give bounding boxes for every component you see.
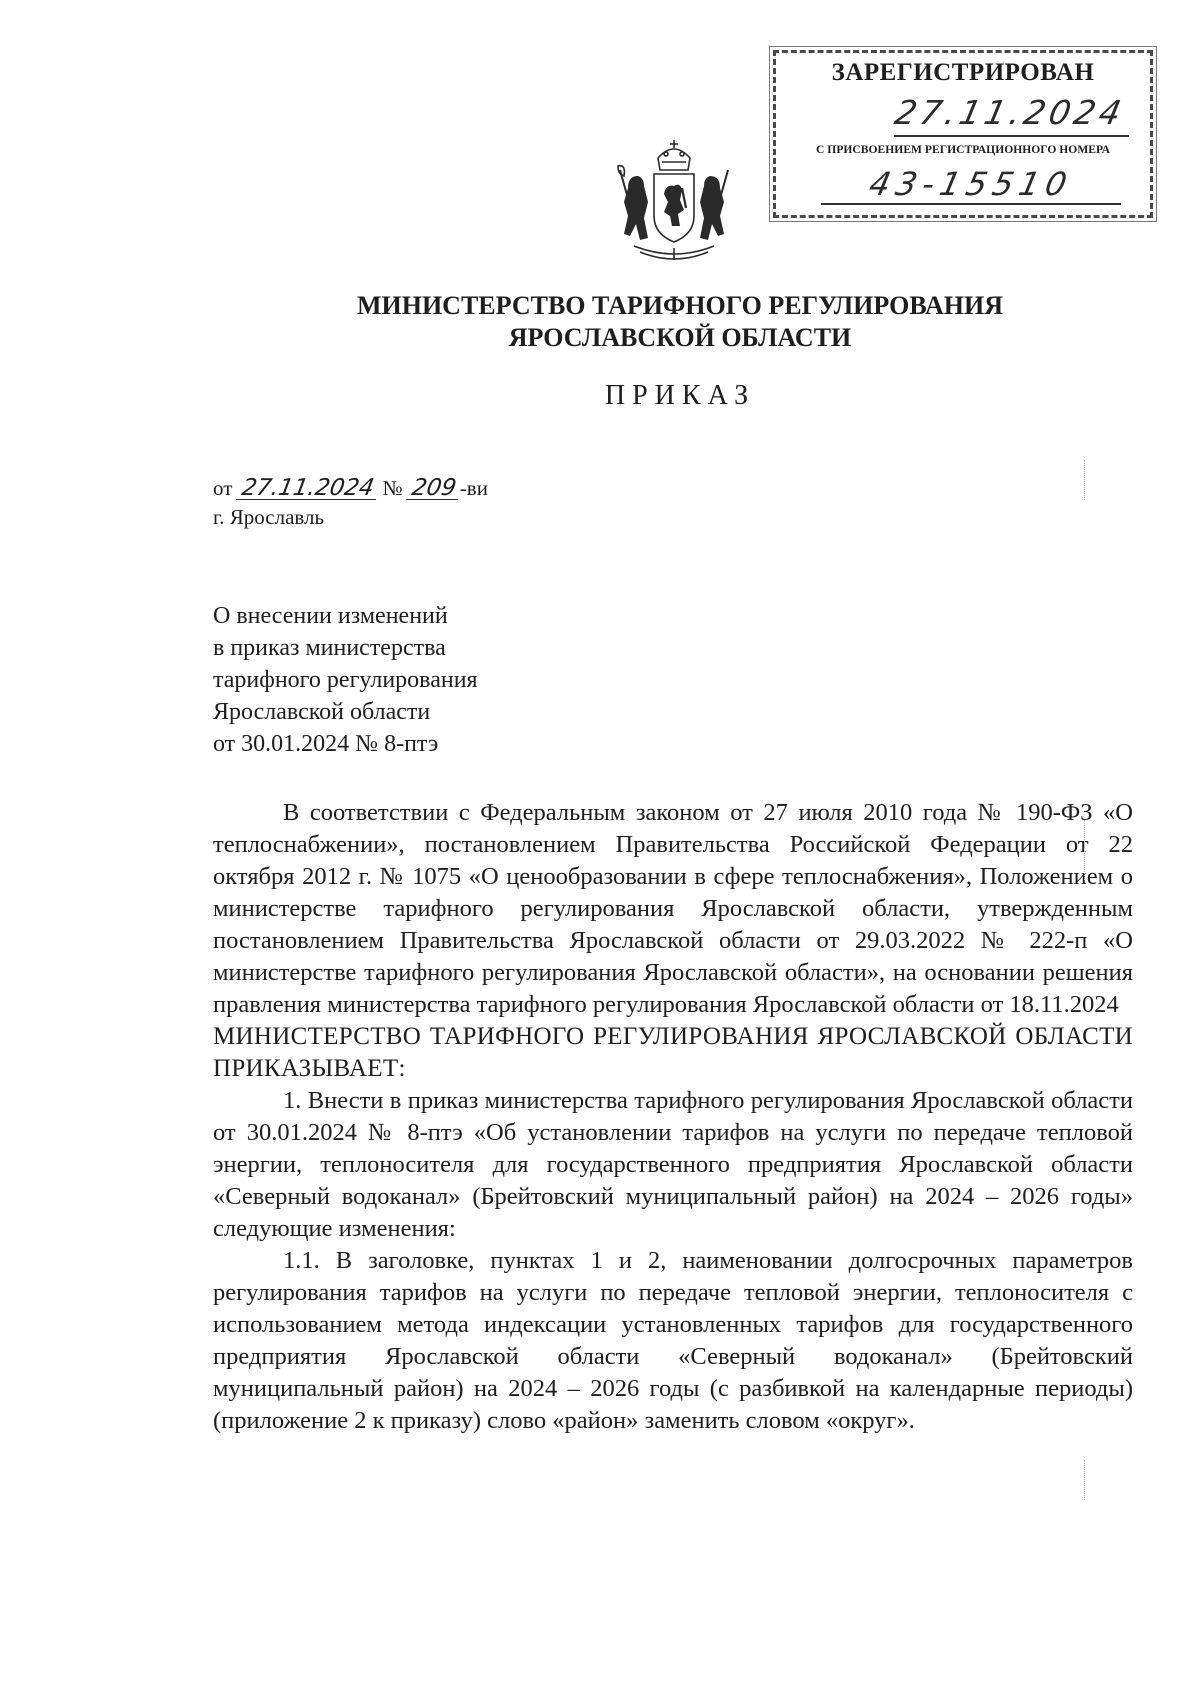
document-type: ПРИКАЗ — [604, 380, 756, 411]
scan-mark — [1084, 1460, 1085, 1500]
stamp-title: ЗАРЕГИСТРИРОВАН — [831, 59, 1095, 86]
city: г. Ярославль — [213, 505, 325, 529]
from-label: от — [213, 476, 233, 500]
stamp-caption: С ПРИСВОЕНИЕМ РЕГИСТРАЦИОННОГО НОМЕРА — [816, 143, 1110, 156]
order-date-line — [213, 476, 488, 501]
stamp-number: 43-15510 — [865, 165, 1077, 203]
number-label: № — [382, 476, 403, 500]
scan-mark — [1084, 460, 1085, 500]
item-1: 1. Внести в приказ министерства тарифного регулирования Ярославской области от 30.01.2024 № 8-птэ «Об установлении тарифов на услуги по передаче тепловой энергии, теплоносителя для государственного предприятия Ярославской области «Северный водоканал» (Брейтовский муниципальный район) на 2024 – 2026 годы» следующие изменения: — [213, 1087, 1133, 1242]
item-1-1: 1.1. В заголовке, пунктах 1 и 2, наименовании долгосрочных параметров регулирования тарифов на услуги по передаче тепловой энергии, теплоносителя с использованием метода индексации установленных тарифов для государственного предприятия Ярославской области «Северный водоканал» (Брейтовский муниципальный район) на 2024 – 2026 годы (с разбивкой на календарные периоды) (приложение 2 к приказу) слово «район» заменить словом «округ». — [213, 1247, 1133, 1434]
subject-line: в приказ министерства — [213, 635, 446, 661]
stamp-underline — [894, 135, 1129, 137]
stamp-underline — [821, 203, 1121, 205]
coat-of-arms-icon — [614, 136, 734, 264]
ministry-line-1: МИНИСТЕРСТВО ТАРИФНОГО РЕГУЛИРОВАНИЯ — [356, 291, 1004, 320]
preamble-paragraph: В соответствии с Федеральным законом от 27 июля 2010 года № 190-ФЗ «О теплоснабжении», постановлением Правительства Российской Федерации от 22 октября 2012 г. № 1075 «О ценообразовании в сфере теплоснабжения», Положением о министерстве тарифного регулирования Ярославской области, утвержденным постановлением Правительства Ярославской области от 29.03.2022 № 222-п «О министерстве тарифного регулирования Ярославской области», на основании решения правления министерства тарифного регулирования Ярославской области от 18.11.2024 — [213, 799, 1133, 1018]
stamp-date: 27.11.2024 — [891, 93, 1129, 132]
order-subject — [213, 600, 478, 760]
subject-line: Ярославской области — [213, 699, 431, 725]
ministry-line-2: ЯРОСЛАВСКОЙ ОБЛАСТИ — [508, 323, 852, 352]
subject-line: О внесении изменений — [213, 603, 448, 629]
ministry-heading — [250, 290, 1110, 354]
scan-mark — [1084, 820, 1085, 880]
order-number-suffix: -ви — [459, 476, 488, 500]
order-date: 27.11.2024 — [236, 477, 380, 500]
orders-statement: МИНИСТЕРСТВО ТАРИФНОГО РЕГУЛИРОВАНИЯ ЯРОСЛАВСКОЙ ОБЛАСТИ ПРИКАЗЫВАЕТ: — [213, 1023, 1133, 1082]
order-number: 209 — [406, 477, 462, 500]
subject-line: тарифного регулирования — [213, 667, 478, 693]
order-body — [213, 797, 1133, 1437]
registration-stamp — [773, 50, 1153, 218]
subject-line: от 30.01.2024 № 8-птэ — [213, 731, 439, 757]
